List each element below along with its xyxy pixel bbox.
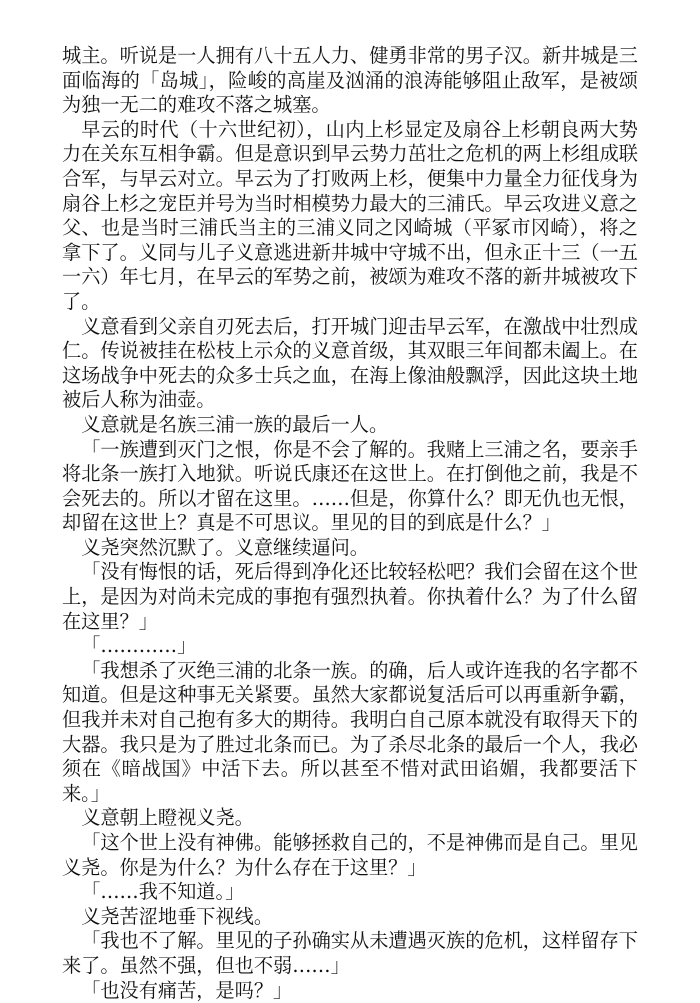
dialogue-paragraph: 「没有悔恨的话，死后得到净化还比较轻松吧？我们会留在这个世上，是因为对尚未完成的事抱有强烈执着。你执着什么？为了什么留在这里？」 <box>62 560 638 633</box>
dialogue-paragraph: 「一族遭到灭门之恨，你是不会了解的。我赌上三浦之名，要亲手将北条一族打入地狱。听说氏康还在这世上。在打倒他之前，我是不会死去的。所以才留在这里。……但是，你算什么？即无仇也无恨，却留在这世上？真是不可思议。里见的目的到底是什么？」 <box>62 437 638 535</box>
dialogue-paragraph: 「……我不知道。」 <box>81 880 245 904</box>
dialogue-paragraph: 「我也不了解。里见的子孙确实从未遭遇灭族的危机，这样留存下来了。虽然不强，但也不弱……」 <box>62 929 638 977</box>
dialogue-paragraph: 「也没有痛苦，是吗？」 <box>81 978 293 1002</box>
dialogue-paragraph: 「…………」 <box>81 634 197 658</box>
dialogue-paragraph: 「我想杀了灭绝三浦的北条一族。的确，后人或许连我的名字都不知道。但是这种事无关紧要。虽然大家都说复活后可以再重新争霸，但我并未对自己抱有多大的期待。我明白自己原本就没有取得天下的大器。我只是为了胜过北条而已。为了杀尽北条的最后一个人，我必须在《暗战国》中活下去。所以甚至不惜对武田谄媚，我都要活下来。」 <box>62 658 638 805</box>
paragraph: 城主。听说是一人拥有八十五人力、健勇非常的男子汉。新井城是三面临海的「岛城」，险峻的高崖及汹涌的浪涛能够阻止敌军，是被颂为独一无二的难攻不落之城塞。 <box>62 44 638 117</box>
paragraph: 义尧突然沉默了。义意继续逼问。 <box>81 535 369 559</box>
paragraph: 义尧苦涩地垂下视线。 <box>81 904 274 928</box>
paragraph: 义意朝上瞪视义尧。 <box>81 806 254 830</box>
paragraph: 早云的时代（十六世纪初），山内上杉显定及扇谷上杉朝良两大势力在关东互相争霸。但是意识到早云势力茁壮之危机的两上杉组成联合军，与早云对立。早云为了打败两上杉，便集中力量全力征伐身为扇谷上杉之宠臣并号为当时相模势力最大的三浦氏。早云攻进义意之父、也是当时三浦氏当主的三浦义同之冈崎城（平冢市冈崎），将之拿下了。义同与儿子义意逃进新井城中守城不出，但永正十三（一五一六）年七月，在早云的军势之前，被颂为难攻不落的新井城被攻下了。 <box>62 117 638 313</box>
dialogue-paragraph: 「这个世上没有神佛。能够拯救自己的，不是神佛而是自己。里见义尧。你是为什么？为什么存在于这里？」 <box>62 831 638 879</box>
paragraph: 义意看到父亲自刃死去后，打开城门迎击早云军，在激战中壮烈成仁。传说被挂在松枝上示众的义意首级，其双眼三年间都未阖上。在这场战争中死去的众多士兵之血，在海上像油般飘浮，因此这块土地被后人称为油壶。 <box>62 314 638 412</box>
document-page <box>62 44 638 1003</box>
paragraph: 义意就是名族三浦一族的最后一人。 <box>81 412 389 436</box>
